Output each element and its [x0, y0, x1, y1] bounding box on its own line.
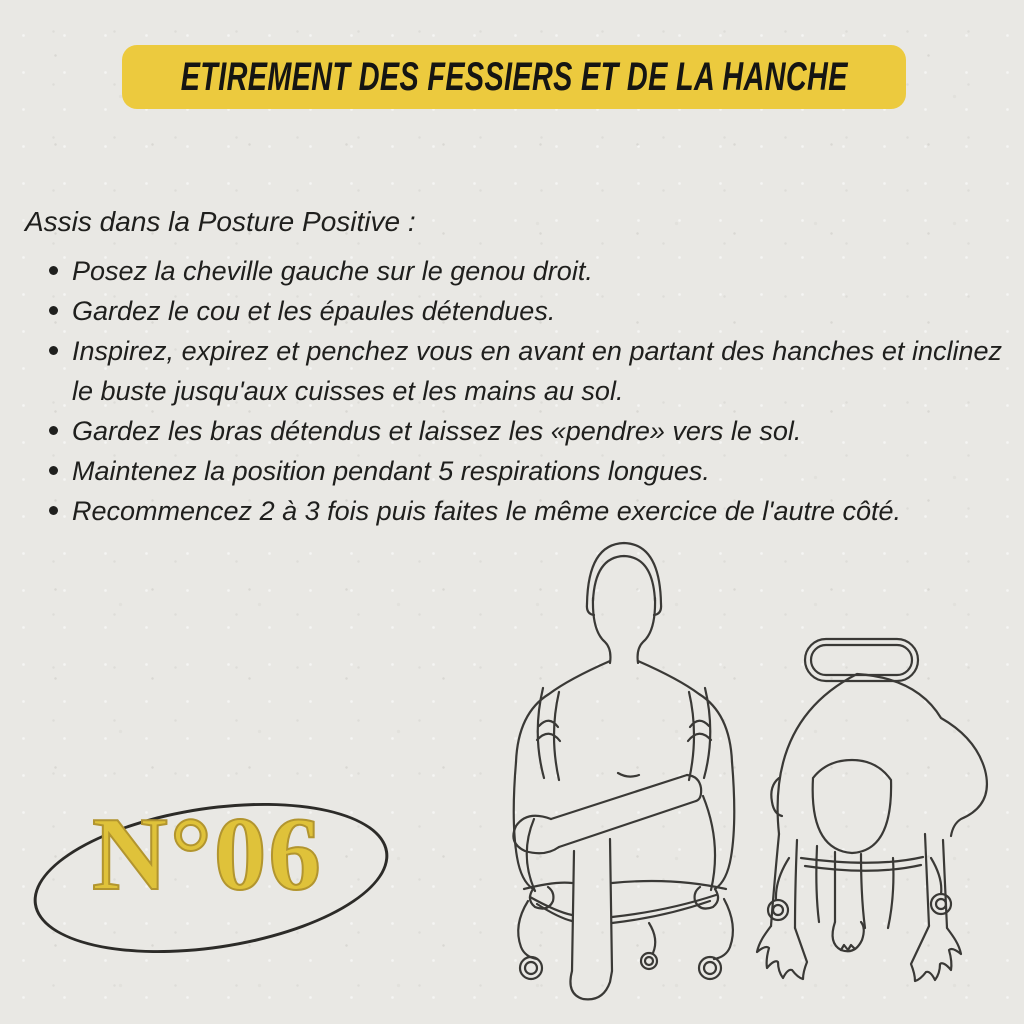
bullet-item: Gardez le cou et les épaules détendues. [72, 291, 1002, 331]
bullet-item: Recommencez 2 à 3 fois puis faites le même exercice de l'autre côté. [72, 491, 1002, 531]
head [587, 543, 661, 663]
arms [771, 834, 947, 928]
bent-back [771, 674, 987, 836]
page-title: ETIREMENT DES FESSIERS ET DE LA HANCHE [180, 54, 848, 99]
spread-finger-hands [757, 926, 961, 981]
bullet-item: Maintenez la position pendant 5 respirations longues. [72, 451, 1002, 491]
torso-and-arms [514, 661, 735, 889]
instructions-block [25, 202, 1002, 531]
exercise-number: N°06 [92, 795, 323, 912]
exercise-number-badge [30, 793, 400, 968]
intro-line: Assis dans la Posture Positive : [25, 206, 416, 237]
bullet-item: Inspirez, expirez et penchez vous en avant en partant des hanches et inclinez le buste jusqu'aux cuisses et les mains au sol. [72, 331, 1002, 411]
bullet-item: Gardez les bras détendus et laissez les «pendre» vers le sol. [72, 411, 1002, 451]
bullet-item: Posez la cheville gauche sur le genou droit. [72, 251, 1002, 291]
exercise-ball [813, 760, 891, 853]
chair-base [518, 881, 733, 979]
title-banner [122, 45, 906, 109]
exercise-ball [527, 796, 715, 891]
lower-leg-and-foot [570, 839, 612, 999]
seated-figure-illustration [497, 538, 765, 1018]
crossed-leg [513, 775, 701, 853]
forward-fold-figure-illustration [755, 628, 1005, 1018]
hands [530, 887, 718, 909]
bullet-list [25, 251, 1002, 531]
